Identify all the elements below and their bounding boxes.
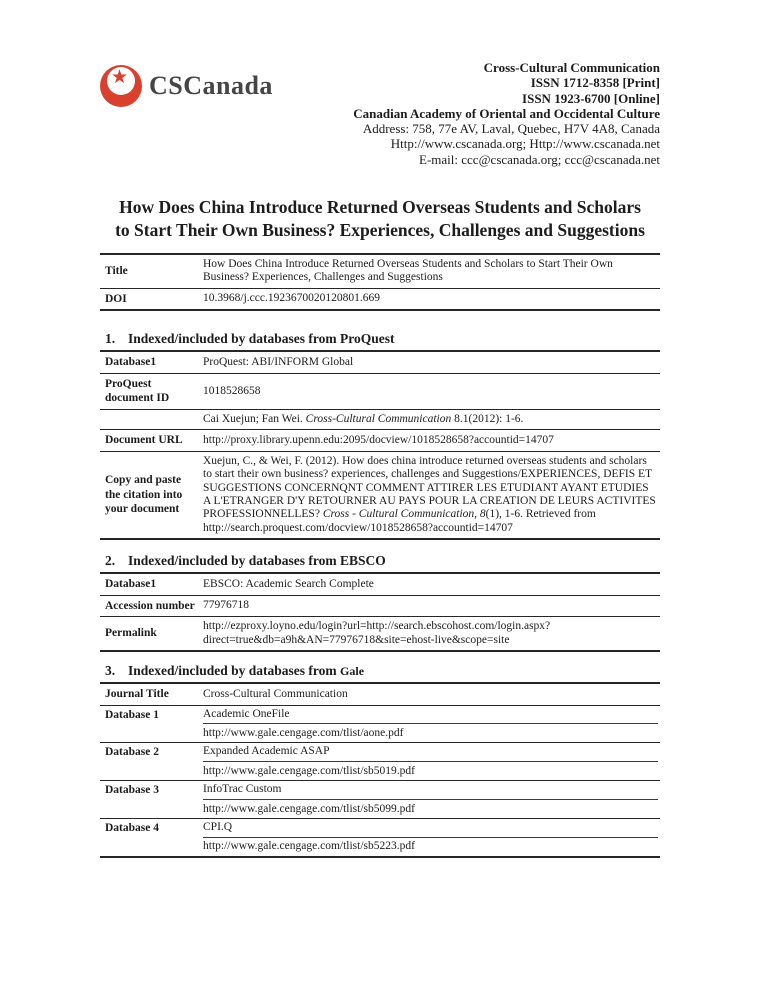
table-row	[100, 743, 660, 781]
gale-database-label: Database 1	[100, 705, 197, 743]
gale-database-label: Database 4	[100, 818, 197, 856]
gale-database-cell	[197, 743, 660, 781]
accession-number-label: Accession number	[100, 595, 197, 617]
accession-number-value: 77976718	[197, 595, 660, 617]
page-header	[100, 60, 660, 167]
proquest-docid-label: ProQuest document ID	[100, 373, 197, 409]
table-row	[100, 451, 660, 539]
proquest-table	[100, 350, 660, 540]
proquest-docid-value: 1018528658	[197, 373, 660, 409]
journal-title-label: Journal Title	[105, 688, 169, 701]
table-row	[100, 573, 660, 595]
gale-database-url: http://www.gale.cengage.com/tlist/sb5099.pdf	[203, 802, 415, 815]
table-row	[100, 781, 660, 819]
cscanada-logo	[100, 65, 273, 107]
issn-online: ISSN 1923-6700 [Online]	[522, 90, 660, 106]
gale-database-label: Database 3	[100, 781, 197, 819]
table-row	[100, 288, 660, 310]
table-row	[100, 373, 660, 409]
doi-label: DOI	[100, 288, 197, 310]
ebsco-table	[100, 572, 660, 652]
table-row	[100, 254, 660, 288]
issn-print: ISSN 1712-8358 [Print]	[530, 75, 660, 91]
database1-value: ProQuest: ABI/INFORM Global	[203, 355, 354, 368]
permalink-value: http://ezproxy.loyno.edu/login?url=http://search.ebscohost.com/login.aspx?direct=true&db=a9h&AN=77976718&site=ehost-live&scope=site	[197, 617, 660, 651]
title-value: How Does China Introduce Returned Overseas Students and Scholars to Start Their Own Business? Experiences, Challenges and Suggestions	[203, 258, 613, 284]
copy-citation-label: Copy and paste the citation into your document	[100, 451, 197, 539]
article-meta-table	[100, 253, 660, 311]
article-title	[100, 196, 660, 242]
table-row	[100, 409, 660, 429]
doi-value: 10.3968/j.ccc.1923670020120801.669	[197, 288, 660, 310]
gale-database-cell	[197, 818, 660, 856]
article-title-line2: to Start Their Own Business? Experiences, Challenges and Suggestions	[115, 220, 645, 241]
publisher-websites: Http://www.cscanada.org; Http://www.cscanada.net	[390, 136, 660, 152]
publisher-name: Canadian Academy of Oriental and Occidental Culture	[353, 105, 660, 121]
table-row	[100, 683, 660, 705]
document-url-label: Document URL	[100, 430, 197, 452]
journal-title-value: Cross-Cultural Communication	[203, 687, 348, 700]
mla-citation: Cai Xuejun; Fan Wei. Cross-Cultural Communication 8.1(2012): 1-6.	[197, 409, 660, 429]
table-row	[100, 818, 660, 856]
gale-database-name: Academic OneFile	[203, 706, 658, 725]
copy-citation-value: Xuejun, C., & Wei, F. (2012). How does china introduce returned overseas students and scholars to start their own business? experiences, challenges and Suggestions/EXPERIENCES, DEFIS ET SUGGESTIONS CONCERNQNT COMMENT ATTIRER LES ETUDIANT AYANT ETUDIES A L'ETRANGER D'Y RETOURNER AU PAYS POUR LA CREATION DE LEURS ACTIVITES PROFESSIONNELLES? Cross - Cultural Communication, 8(1), 1-6. Retrieved from http://search.proquest.com/docview/1018528658?accountid=14707	[197, 451, 660, 539]
table-row	[100, 351, 660, 373]
database1-label: Database1	[105, 578, 157, 591]
publisher-email: E-mail: ccc@cscanada.org; ccc@cscanada.net	[419, 151, 660, 167]
publisher-address: Address: 758, 77e AV, Laval, Quebec, H7V 4A8, Canada	[362, 121, 660, 137]
journal-name-italic: Cross-Cultural Communication	[305, 412, 452, 425]
section-heading-ebsco: 2. Indexed/included by databases from EBSCO	[105, 553, 386, 569]
database1-label: Database1	[105, 356, 157, 369]
gale-database-url: http://www.gale.cengage.com/tlist/aone.pdf	[203, 726, 404, 739]
document-url-value: http://proxy.library.upenn.edu:2095/docview/1018528658?accountid=14707	[197, 430, 660, 452]
gale-database-cell	[197, 781, 660, 819]
permalink-label: Permalink	[100, 617, 197, 651]
article-title-line1: How Does China Introduce Returned Overseas Students and Scholars	[119, 197, 641, 218]
table-row	[100, 617, 660, 651]
gale-database-url: http://www.gale.cengage.com/tlist/sb5019.pdf	[203, 764, 415, 777]
journal-masthead	[353, 60, 660, 167]
empty-label	[100, 409, 197, 429]
section-heading-proquest: 1. Indexed/included by databases from ProQuest	[105, 331, 395, 347]
journal-name-italic: Cross - Cultural Communication, 8	[322, 508, 486, 521]
gale-database-name: Expanded Academic ASAP	[203, 743, 658, 762]
gale-database-name: InfoTrac Custom	[203, 781, 658, 800]
brand-name: CSCanada	[149, 71, 273, 100]
gale-table	[100, 682, 660, 858]
table-row	[100, 430, 660, 452]
gale-database-label: Database 2	[100, 743, 197, 781]
gale-database-url: http://www.gale.cengage.com/tlist/sb5223.pdf	[203, 840, 415, 853]
crescent-maple-leaf-icon: ★	[100, 65, 142, 107]
database1-value: EBSCO: Academic Search Complete	[203, 577, 374, 590]
table-row	[100, 705, 660, 743]
gale-database-cell	[197, 705, 660, 743]
table-row	[100, 595, 660, 617]
section-heading-gale: 3. Indexed/included by databases from Gale	[105, 663, 365, 679]
journal-title: Cross-Cultural Communication	[483, 60, 660, 75]
title-label: Title	[105, 265, 128, 278]
gale-database-name: CPI.Q	[203, 819, 658, 838]
